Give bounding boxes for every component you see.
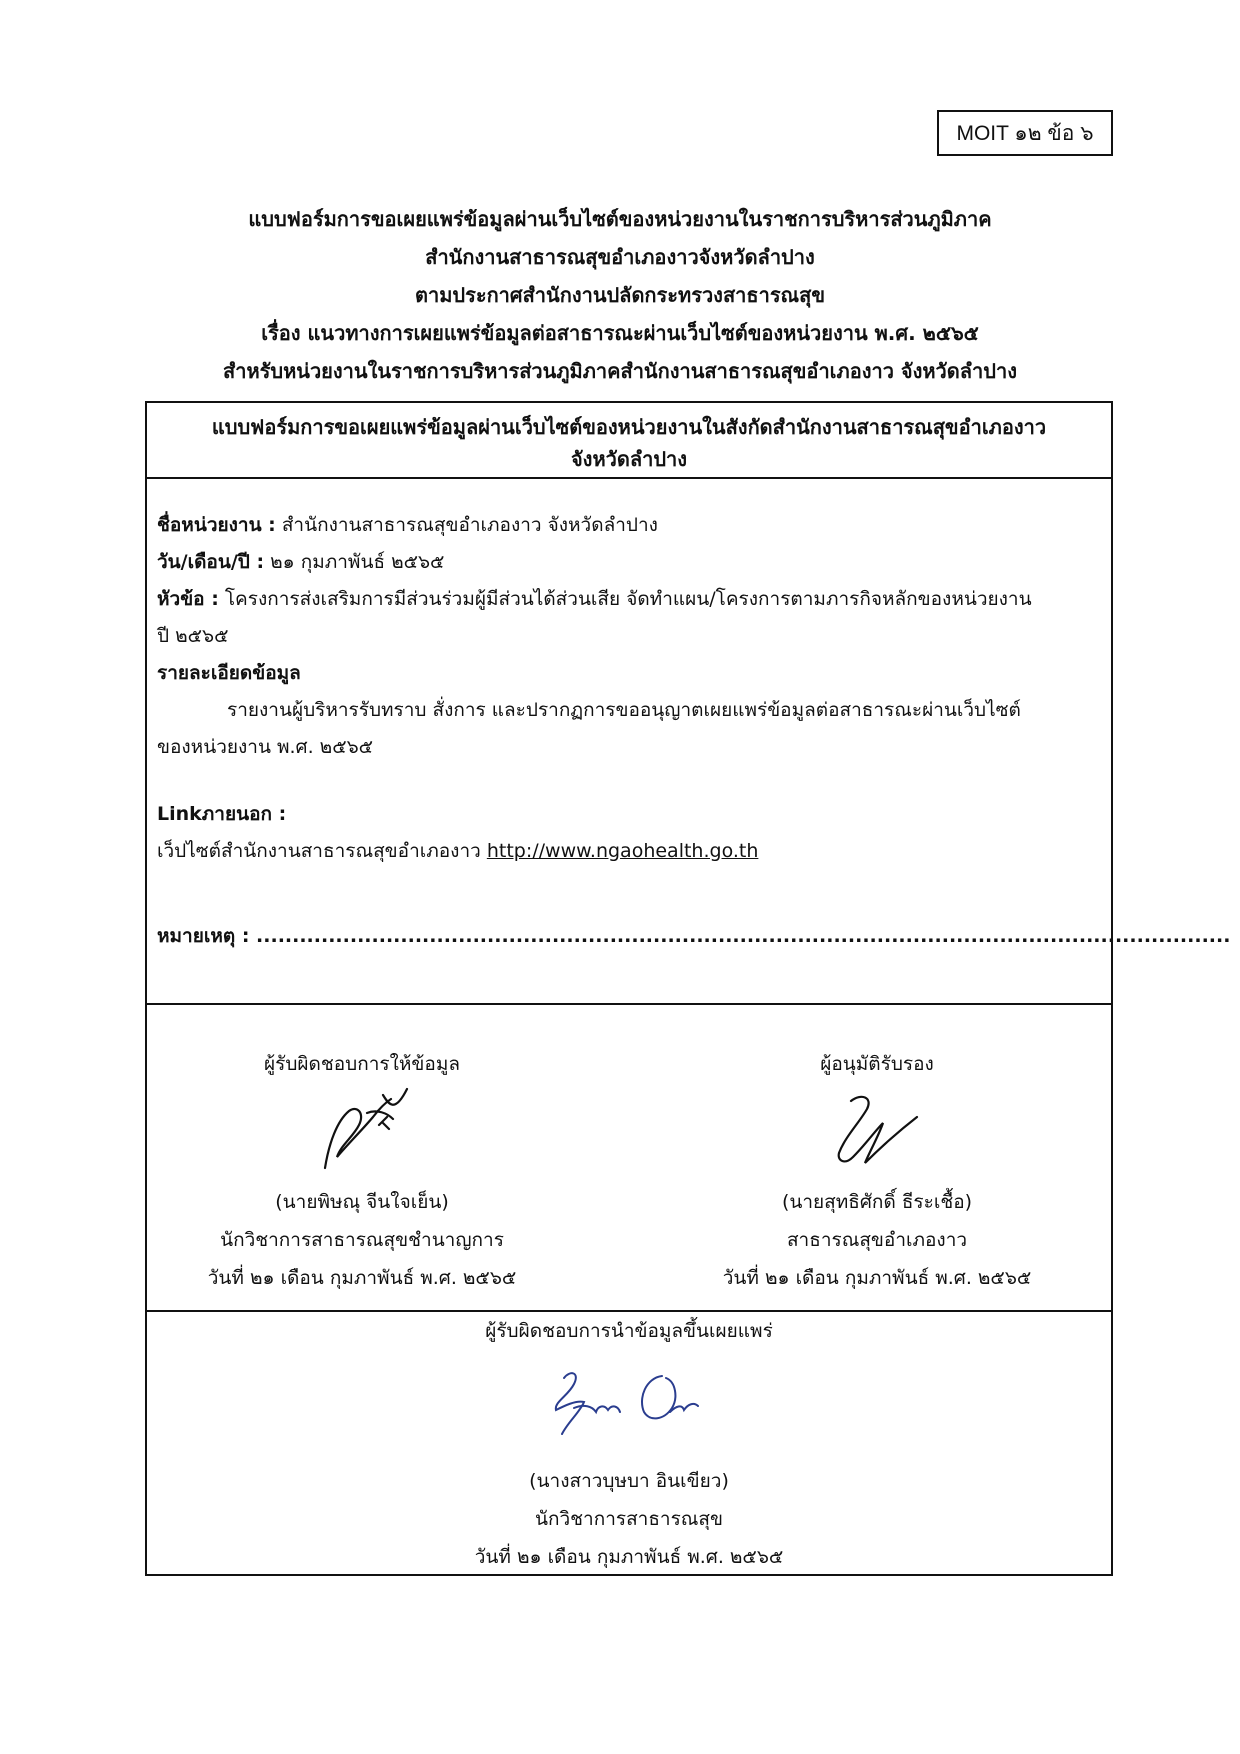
form-code-box bbox=[937, 110, 1113, 156]
header-line-2: สำนักงานสาธารณสุขอำเภองาวจังหวัดลำปาง bbox=[425, 245, 815, 269]
left-signer-role: ผู้รับผิดชอบการให้ข้อมูล bbox=[264, 1053, 460, 1075]
left-signature-block bbox=[167, 1045, 557, 1297]
right-signer-position: สาธารณสุขอำเภองาว bbox=[786, 1229, 968, 1251]
publisher-signature-image bbox=[534, 1356, 724, 1456]
external-link-prefix: เว็ปไซต์สำนักงานสาธารณสุขอำเภองาว bbox=[157, 840, 487, 862]
publisher-date: วันที่ ๒๑ เดือน กุมภาพันธ์ พ.ศ. ๒๕๖๕ bbox=[474, 1546, 784, 1568]
right-signature-image bbox=[817, 1083, 937, 1178]
right-signature bbox=[667, 1083, 1087, 1183]
left-signer-date: วันที่ ๒๑ เดือน กุมภาพันธ์ พ.ศ. ๒๕๖๕ bbox=[207, 1267, 517, 1289]
detail-line-2: ของหน่วยงาน พ.ศ. ๒๕๖๕ bbox=[157, 736, 374, 758]
unit-row bbox=[157, 507, 1101, 544]
header-line-4: เรื่อง แนวทางการเผยแพร่ข้อมูลต่อสาธารณะผ่านเว็บไซต์ของหน่วยงาน พ.ศ. ๒๕๖๕ bbox=[261, 321, 979, 345]
unit-label: ชื่อหน่วยงาน : bbox=[157, 514, 276, 536]
spacer bbox=[157, 870, 1101, 918]
right-signer-name: (นายสุทธิศักดิ์ ธีระเชื้อ) bbox=[781, 1191, 973, 1213]
form-title-line-1: แบบฟอร์มการขอเผยแพร่ข้อมูลผ่านเว็บไซต์ของหน่วยงานในสังกัดสำนักงานสาธารณสุขอำเภองาว bbox=[211, 415, 1047, 439]
document-header bbox=[0, 200, 1240, 390]
external-link-url[interactable]: http://www.ngaohealth.go.th bbox=[486, 840, 759, 862]
form-title-section bbox=[147, 403, 1111, 479]
topic-row bbox=[157, 581, 1101, 618]
left-signature-image bbox=[307, 1083, 417, 1178]
form-title-line-2: จังหวัดลำปาง bbox=[570, 447, 688, 471]
right-signature-block bbox=[667, 1045, 1087, 1297]
publisher-name: (นางสาวบุษบา อินเขียว) bbox=[529, 1470, 729, 1492]
spacer bbox=[157, 766, 1101, 796]
publisher-signature bbox=[147, 1350, 1111, 1462]
left-signer-name: (นายพิษณุ จีนใจเย็น) bbox=[275, 1191, 449, 1213]
header-line-3: ตามประกาศสำนักงานปลัดกระทรวงสาธารณสุข bbox=[414, 283, 825, 307]
header-line-1: แบบฟอร์มการขอเผยแพร่ข้อมูลผ่านเว็บไซต์ของหน่วยงานในราชการบริหารส่วนภูมิภาค bbox=[248, 207, 992, 231]
publisher-role: ผู้รับผิดชอบการนำข้อมูลขึ้นเผยแพร่ bbox=[485, 1320, 773, 1342]
topic-row-continued: ปี ๒๕๖๕ bbox=[157, 625, 229, 647]
form-code: MOIT ๑๒ ข้อ ๖ bbox=[956, 121, 1094, 145]
right-signer-role: ผู้อนุมัติรับรอง bbox=[820, 1053, 934, 1075]
unit-value: สำนักงานสาธารณสุขอำเภองาว จังหวัดลำปาง bbox=[275, 514, 658, 536]
publisher-section bbox=[147, 1312, 1111, 1574]
left-signature bbox=[167, 1083, 557, 1183]
header-line-5: สำหรับหน่วยงานในราชการบริหารส่วนภูมิภาคสำนักงานสาธารณสุขอำเภองาว จังหวัดลำปาง bbox=[223, 359, 1017, 383]
external-link-label: Linkภายนอก : bbox=[157, 803, 287, 825]
publisher-position: นักวิชาการสาธารณสุข bbox=[534, 1508, 724, 1530]
right-signer-date: วันที่ ๒๑ เดือน กุมภาพันธ์ พ.ศ. ๒๕๖๕ bbox=[722, 1267, 1032, 1289]
form-body-section bbox=[147, 479, 1231, 1005]
date-row bbox=[157, 544, 1101, 581]
note-label: หมายเหตุ : bbox=[157, 925, 250, 947]
date-value: ๒๑ กุมภาพันธ์ ๒๕๖๕ bbox=[264, 551, 445, 573]
topic-value: โครงการส่งเสริมการมีส่วนร่วมผู้มีส่วนได้ส่วนเสีย จัดทำแผน/โครงการตามภารกิจหลักของหน่วยงาน bbox=[218, 588, 1032, 610]
approval-signatures-section bbox=[147, 1005, 1111, 1312]
note-dots: ....................................................................................................................................... bbox=[249, 925, 1231, 947]
external-link-row bbox=[157, 833, 1101, 870]
left-signer-position: นักวิชาการสาธารณสุขชำนาญการ bbox=[220, 1229, 504, 1251]
topic-label: หัวข้อ : bbox=[157, 588, 219, 610]
publisher-signature-block bbox=[147, 1312, 1111, 1576]
note-row bbox=[157, 918, 1231, 955]
form-table bbox=[145, 401, 1231, 1576]
detail-label: รายละเอียดข้อมูล bbox=[157, 662, 301, 684]
detail-line-1: รายงานผู้บริหารรับทราบ สั่งการ และปรากฏการขออนุญาตเผยแพร่ข้อมูลต่อสาธารณะผ่านเว็บไซต์ bbox=[227, 699, 1021, 721]
date-label: วัน/เดือน/ปี : bbox=[157, 551, 265, 573]
